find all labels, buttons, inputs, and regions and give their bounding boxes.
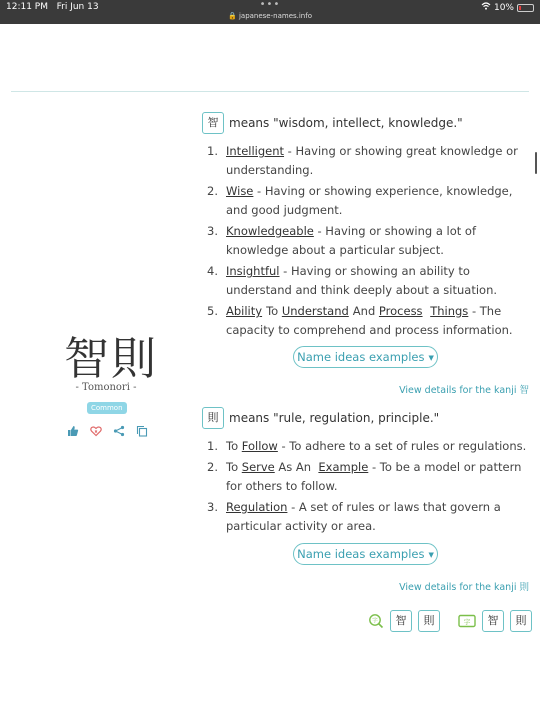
caret-down-icon: ▼ <box>428 353 434 362</box>
name-ideas-button-2[interactable]: Name ideas examples ▼ <box>293 543 438 565</box>
meaning-link[interactable]: Follow <box>241 439 278 453</box>
meaning-list-1 <box>207 142 532 342</box>
meaning-link[interactable]: Insightful <box>226 264 280 278</box>
meaning-link[interactable]: Intelligent <box>226 144 285 158</box>
status-right <box>481 2 534 13</box>
list-item: 2. Wise - Having or showing experience, knowledge, and good judgment. <box>207 184 513 217</box>
list-item: 5. Ability To Understand And Process Things - The capacity to comprehend and process information. <box>207 304 513 337</box>
meaning-link[interactable]: Example <box>318 460 369 474</box>
list-item: 2. To Serve As An Example - To be a model or pattern for others to follow. <box>207 460 522 493</box>
meaning-link[interactable]: Things <box>430 304 469 318</box>
kanji-meaning-text-1: means "wisdom, intellect, knowledge." <box>229 116 463 130</box>
meaning-link[interactable]: Regulation <box>226 500 288 514</box>
list-item: 1. To Follow - To adhere to a set of rules or regulations. <box>207 439 527 453</box>
image-kanji-icon[interactable] <box>458 613 476 629</box>
svg-text:字: 字 <box>372 618 378 625</box>
meaning-link[interactable]: Understand <box>281 304 349 318</box>
share-icon[interactable] <box>113 425 125 437</box>
view-details-link-2[interactable]: View details for the kanji 則 <box>399 582 529 593</box>
heart-icon[interactable] <box>90 425 102 437</box>
search-kanji-icon[interactable] <box>368 613 384 629</box>
common-badge: Common <box>87 402 127 414</box>
battery-icon <box>517 4 534 12</box>
battery-percent: 10% <box>493 2 514 13</box>
kanji-button[interactable]: 智 <box>390 610 412 632</box>
kanji-meaning-text-2: means "rule, regulation, principle." <box>229 411 440 425</box>
kanji-meaning-header-2 <box>202 407 439 429</box>
kanji-button[interactable]: 則 <box>510 610 532 632</box>
status-time: 12:11 PM Fri Jun 13 <box>6 2 99 12</box>
kanji-box-2[interactable]: 則 <box>202 407 224 429</box>
meaning-link[interactable]: Serve <box>241 460 275 474</box>
meaning-link[interactable]: Wise <box>226 184 254 198</box>
list-item: 1. Intelligent - Having or showing great knowledge or understanding. <box>207 144 518 177</box>
kanji-meaning-header-1 <box>202 112 463 134</box>
name-actions <box>67 425 148 437</box>
meaning-link[interactable]: Knowledgeable <box>226 224 314 238</box>
thumbs-up-icon[interactable] <box>67 425 79 437</box>
list-item: 4. Insightful - Having or showing an ability to understand and think deeply about a situation. <box>207 264 498 297</box>
kanji-button[interactable]: 智 <box>482 610 504 632</box>
scroll-indicator[interactable] <box>535 152 537 174</box>
wifi-icon <box>481 2 491 13</box>
caret-down-icon: ▼ <box>428 550 434 559</box>
name-romaji: - Tomonori - <box>75 382 137 393</box>
kanji-group-row <box>368 610 532 632</box>
meaning-list-2 <box>207 437 532 538</box>
name-ideas-button-1[interactable]: Name ideas examples ▼ <box>293 346 438 368</box>
list-item: 3. Regulation - A set of rules or laws that govern a particular activity or area. <box>207 500 501 533</box>
header-divider <box>11 91 529 92</box>
kanji-box-1[interactable]: 智 <box>202 112 224 134</box>
tab-dots[interactable]: ••• <box>259 0 281 10</box>
url-bar[interactable]: 🔒 japanese-names.info <box>228 12 312 20</box>
list-item: 3. Knowledgeable - Having or showing a lot of knowledge about a particular subject. <box>207 224 477 257</box>
svg-text:字: 字 <box>463 618 471 626</box>
meaning-link[interactable]: Process <box>378 304 423 318</box>
status-bar <box>0 0 540 24</box>
view-details-link-1[interactable]: View details for the kanji 智 <box>399 385 529 396</box>
kanji-button[interactable]: 則 <box>418 610 440 632</box>
meaning-link[interactable]: Ability <box>226 304 263 318</box>
name-kanji: 智則 <box>64 332 159 385</box>
copy-icon[interactable] <box>136 425 148 437</box>
